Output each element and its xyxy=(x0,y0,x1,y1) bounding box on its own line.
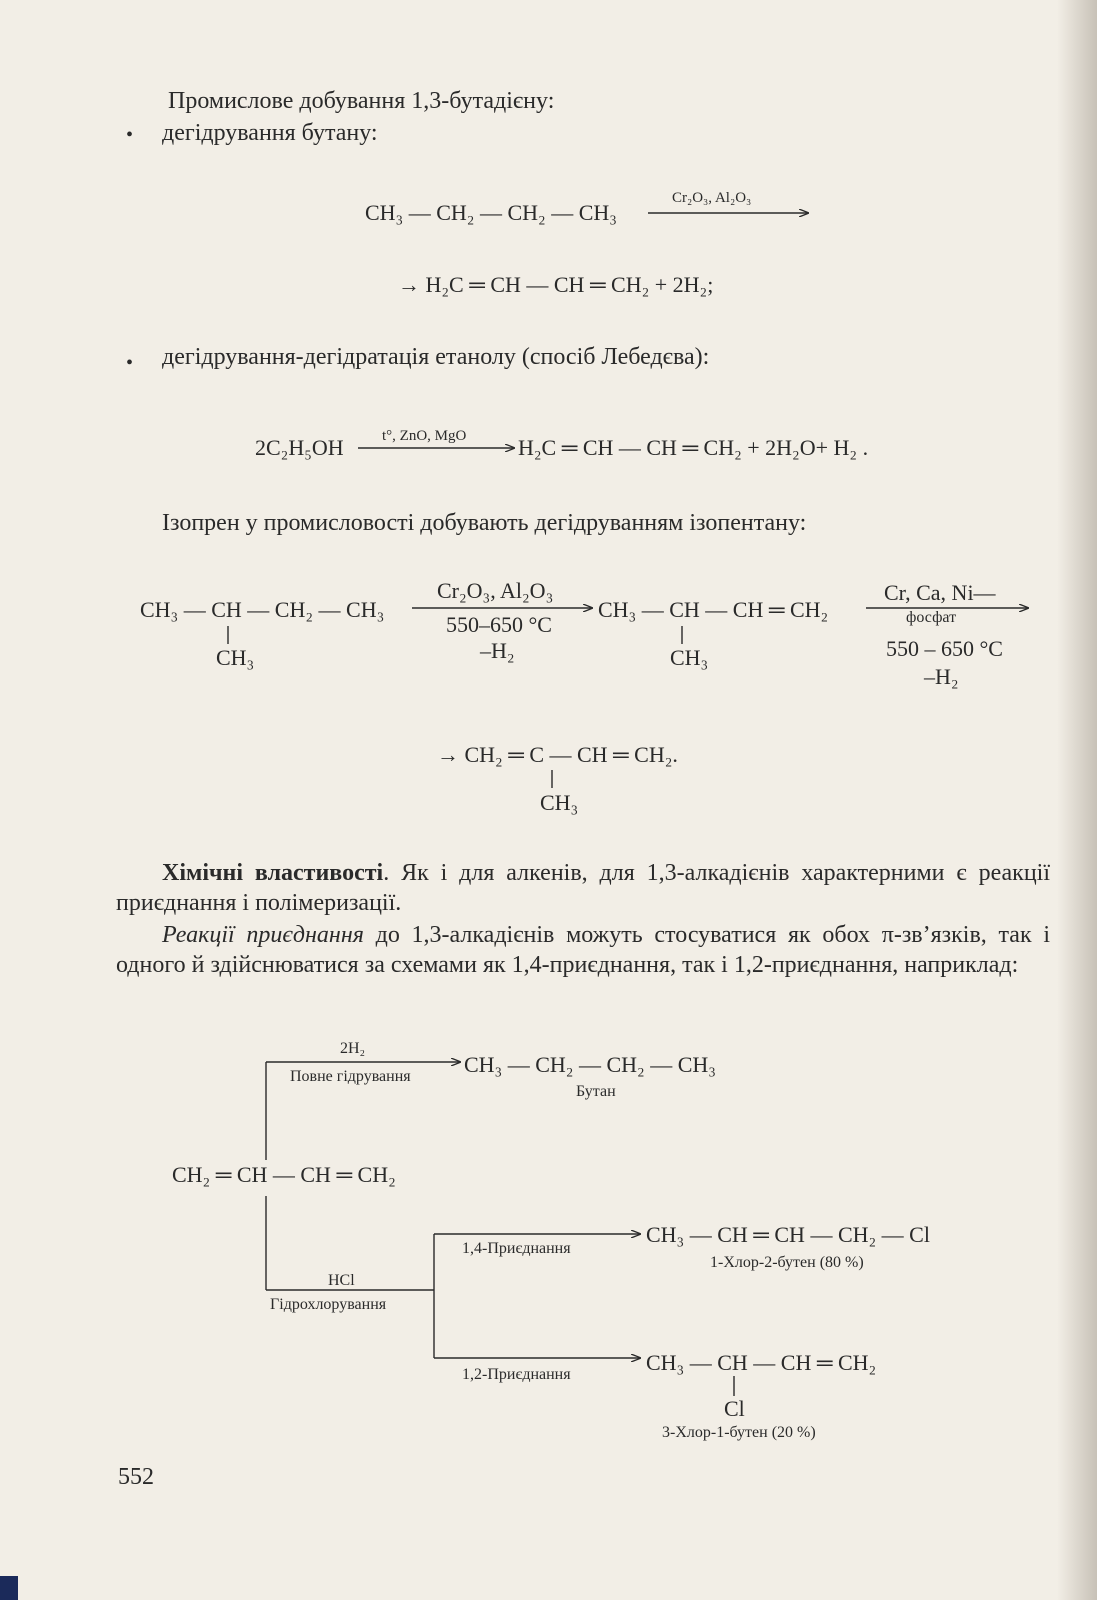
isoprene-intro: Ізопрен у промисловості добувають дегідруванням ізопентану: xyxy=(162,510,807,536)
reaction3-cond2-top: Cr, Ca, Ni— xyxy=(884,580,996,605)
scheme-add14-product: CH₃ — CH ═ CH — CH₂ — Cl xyxy=(646,1222,930,1247)
reaction3-product: → CH₂ ═ C — CH ═ CH₂. xyxy=(437,742,678,767)
scheme-add12-name: 3-Хлор-1-бутен (20 %) xyxy=(662,1424,816,1441)
reaction3-product-branch: CH₃ xyxy=(540,790,579,815)
scheme-hcl-label: HCl xyxy=(328,1272,355,1289)
chem-props-title: Хімічні властивості xyxy=(162,860,384,886)
scheme-start: CH₂ ═ CH — CH ═ CH₂ xyxy=(172,1162,396,1187)
reaction2-reactant: 2C₂H₅OH xyxy=(255,435,344,460)
reaction3-intermediate-branch: CH₃ xyxy=(670,645,709,670)
scheme-add14-name: 1-Хлор-2-бутен (80 %) xyxy=(710,1254,864,1271)
scheme-h2-label: 2H₂ xyxy=(340,1040,366,1057)
scheme-hcl-caption: Гідрохлорування xyxy=(270,1296,387,1313)
page-edge-shadow xyxy=(1057,0,1097,1600)
scheme-h2-product: CH₃ — CH₂ — CH₂ — CH₃ xyxy=(464,1052,716,1077)
scheme-add14-label: 1,4-Приєднання xyxy=(462,1240,571,1257)
reaction3-reactant-branch: CH₃ xyxy=(216,645,255,670)
reaction3-intermediate: CH₃ — CH — CH ═ CH₂ xyxy=(598,597,829,622)
scheme-add12-branch: Cl xyxy=(724,1396,745,1421)
reaction3-reactant: CH₃ — CH — CH₂ — CH₃ xyxy=(140,597,385,622)
reaction3-cond1-top: Cr₂O₃, Al₂O₃ xyxy=(437,578,554,603)
scheme-add12-label: 1,2-Приєднання xyxy=(462,1366,571,1383)
corner-mark xyxy=(0,1576,18,1600)
scheme-add12-product: CH₃ — CH — CH ═ CH₂ xyxy=(646,1350,877,1375)
scheme-h2-caption: Повне гідрування xyxy=(290,1068,411,1085)
scheme-h2-product-name: Бутан xyxy=(576,1083,616,1100)
reaction2-product: H₂C ═ CH — CH ═ CH₂ + 2H₂O+ H₂ . xyxy=(518,435,869,460)
reaction1-reactant: CH₃ — CH₂ — CH₂ — CH₃ xyxy=(365,200,617,225)
bullet-marker: • xyxy=(126,352,134,374)
addition-text: до 1,3-алкадієнів можуть стосуватися як обох π-зв’язків, так і одного й здійснюватися за схемами як 1,4-приєднання, так і 1,2-приєднання, наприклад: xyxy=(116,922,1051,978)
bullet-butane: дегідрування бутану: xyxy=(162,120,378,146)
reaction3-cond1-bot: –H₂ xyxy=(480,638,515,663)
bullet-ethanol: дегідрування-дегідратація етанолу (спосіб Лебедєва): xyxy=(162,344,710,370)
section-heading: Промислове добування 1,3-бутадієну: xyxy=(168,88,555,114)
chem-props-text: . Як і для алкенів, для 1,3-алкадієнів характерними є реакції приєднання і полімеризації. xyxy=(116,860,1051,916)
reaction1-catalyst: Cr₂O₃, Al₂O₃ xyxy=(672,190,752,206)
bullet-marker: • xyxy=(126,124,134,146)
reaction3-cond2-bot: –H₂ xyxy=(924,664,959,689)
reaction3-cond1-mid: 550–650 °C xyxy=(446,612,552,637)
reaction3-cond2-temp: 550 – 650 °C xyxy=(886,636,1003,661)
page-number: 552 xyxy=(118,1464,154,1490)
reaction3-cond2-mid: фосфат xyxy=(906,609,957,626)
reaction1-product: → H₂C ═ CH — CH ═ CH₂ + 2H₂; xyxy=(398,272,714,297)
addition-term: Реакції приєднання xyxy=(162,922,364,948)
reaction2-catalyst: t°, ZnO, MgO xyxy=(382,428,467,444)
